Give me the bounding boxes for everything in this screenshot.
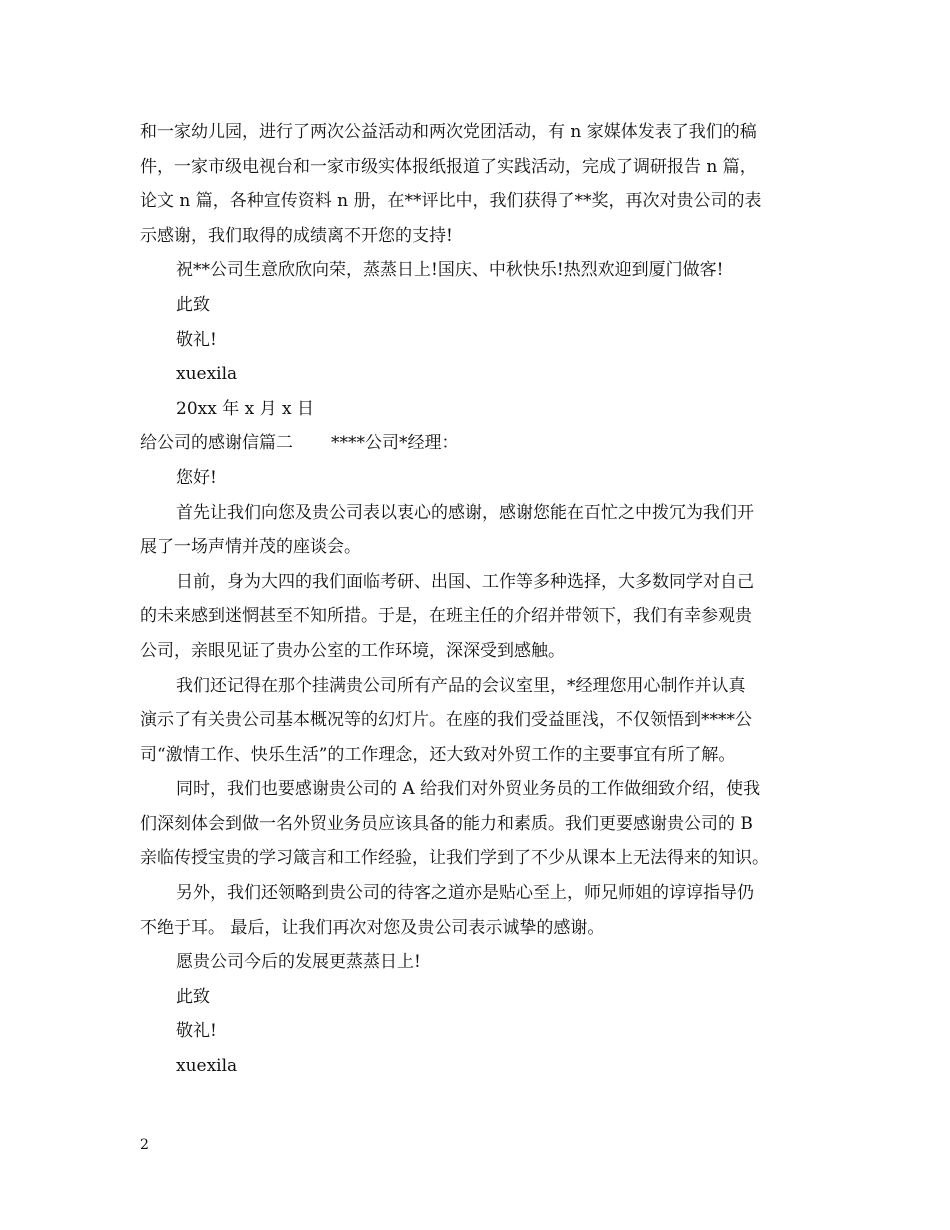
- signature-line: xuexila: [176, 364, 238, 385]
- wish-line: 愿贵公司今后的发展更蒸蒸日上!: [176, 952, 421, 973]
- paragraph-line: 和一家幼儿园，进行了两次公益活动和两次党团活动，有 n 家媒体发表了我们的稿: [140, 122, 757, 142]
- paragraph-line: 论文 n 篇，各种宣传资料 n 册，在**评比中，我们获得了**奖，再次对贵公司的表: [140, 191, 762, 212]
- blessing-line: 祝**公司生意欣欣向荣，蒸蒸日上!国庆、中秋快乐!热烈欢迎到厦门做客!: [176, 260, 724, 281]
- signature-line: xuexila: [176, 1056, 238, 1077]
- paragraph-line: 示感谢，我们取得的成绩离不开您的支持!: [140, 225, 453, 246]
- paragraph-line: 件，一家市级电视台和一家市级实体报纸报道了实践活动，完成了调研报告 n 篇，: [140, 156, 757, 177]
- paragraph-line: 演示了有关贵公司基本概况等的幻灯片。在座的我们受益匪浅，不仅领悟到****公: [140, 710, 752, 731]
- paragraph-line: 我们还记得在那个挂满贵公司所有产品的会议室里，*经理您用心制作并认真: [176, 675, 746, 696]
- paragraph-line: 们深刻体会到做一名外贸业务员应该具备的能力和素质。我们更要感谢贵公司的 B: [140, 813, 753, 834]
- document-body: [140, 115, 820, 1084]
- date-line: 20xx 年 x 月 x 日: [176, 398, 315, 419]
- letter-recipient: ****公司*经理：: [331, 433, 459, 454]
- section-heading: [140, 426, 820, 461]
- paragraph-line: 公司，亲眼见证了贵办公室的工作环境，深深受到感触。: [140, 640, 565, 661]
- paragraph-line: 首先让我们向您及贵公司表以衷心的感谢，感谢您能在百忙之中拨冗为我们开: [176, 502, 754, 523]
- closing-line: 此致: [176, 986, 210, 1007]
- paragraph-line: 同时，我们也要感谢贵公司的 A 给我们对外贸业务员的工作做细致介绍，使我: [176, 779, 761, 800]
- paragraph-line: 展了一场声情并茂的座谈会。: [140, 537, 361, 558]
- paragraph-line: 不绝于耳。 最后，让我们再次对您及贵公司表示诚挚的感谢。: [140, 917, 605, 938]
- paragraph-line: 另外，我们还领略到贵公司的待客之道亦是贴心至上，师兄师姐的谆谆指导仍: [176, 883, 754, 904]
- greeting-line: 您好!: [176, 467, 217, 488]
- page-number: 2: [140, 1137, 149, 1153]
- salutation-line: 敬礼!: [176, 1021, 217, 1042]
- paragraph-line: 的未来感到迷惘甚至不知所措。于是，在班主任的介绍并带领下，我们有幸参观贵: [140, 606, 752, 627]
- salutation-line: 敬礼!: [176, 329, 217, 350]
- closing-line: 此致: [176, 294, 210, 315]
- paragraph-line: 亲临传授宝贵的学习箴言和工作经验，让我们学到了不少从课本上无法得来的知识。: [140, 848, 769, 869]
- section-title: 给公司的感谢信篇二: [140, 433, 293, 454]
- paragraph-line: 司“激情工作、快乐生活”的工作理念，还大致对外贸工作的主要事宜有所了解。: [140, 744, 736, 765]
- paragraph-line: 日前，身为大四的我们面临考研、出国、工作等多种选择，大多数同学对自己: [176, 571, 754, 592]
